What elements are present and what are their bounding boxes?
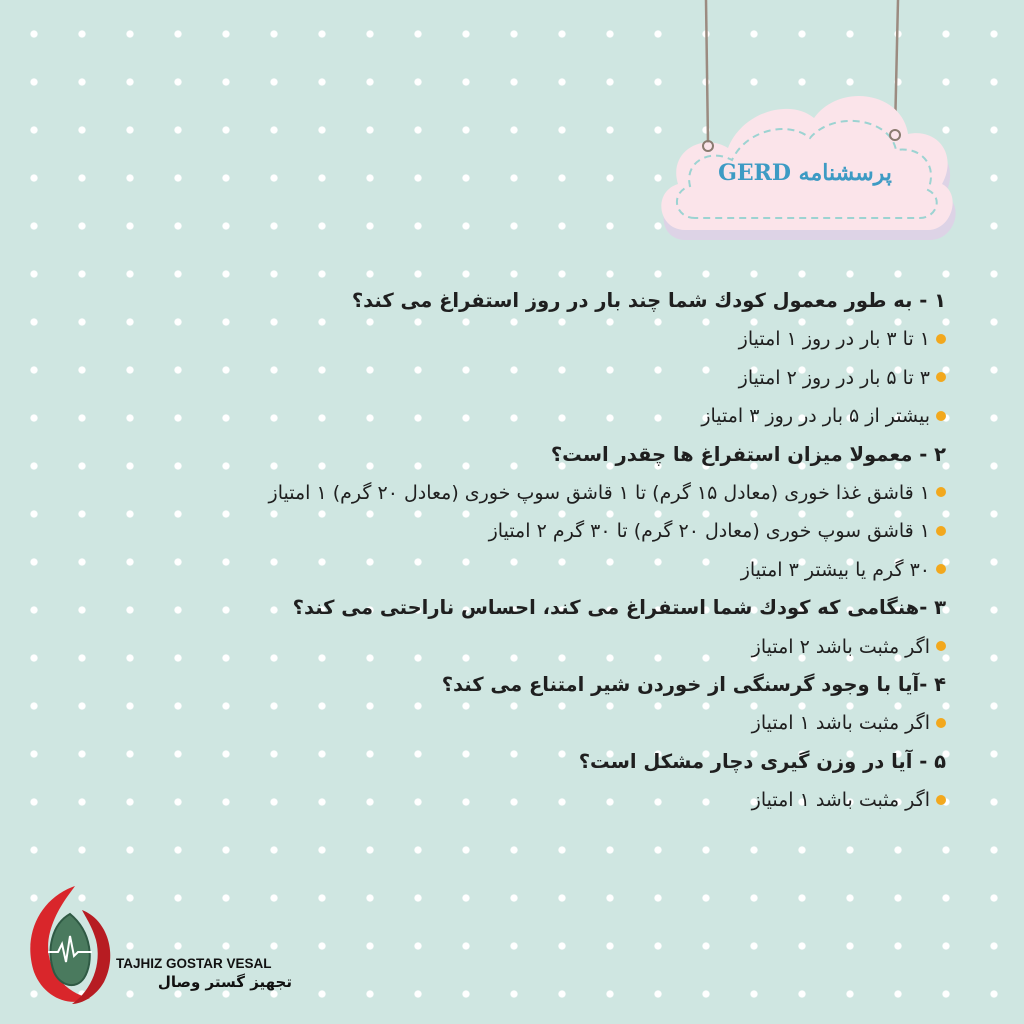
question-4: ۴ -آیا با وجود گرسنگی از خوردن شیر امتناع می کند؟ xyxy=(441,672,946,696)
bullet-icon xyxy=(936,334,946,344)
answer-2-2: ۱ قاشق سوپ خوری (معادل ۲۰ گرم) تا ۳۰ گرم ۲ امتیاز xyxy=(86,512,946,550)
bullet-icon xyxy=(936,641,946,651)
answer-2-3: ۳۰ گرم یا بیشتر ۳ امتیاز xyxy=(86,551,946,589)
heart-ecg-logo-icon xyxy=(20,880,120,1010)
question-3: ۳ -هنگامی که کودك شما استفراغ می کند، احساس ناراحتی می کند؟ xyxy=(292,596,946,620)
answer-5-1: اگر مثبت باشد ۱ امتیاز xyxy=(86,781,946,819)
bullet-icon xyxy=(936,718,946,728)
company-logo xyxy=(20,880,290,1010)
bullet-icon xyxy=(936,372,946,382)
logo-name-en: TAJHIZ GOSTAR VESAL xyxy=(116,956,272,971)
answer-1-2: ۳ تا ۵ بار در روز ۲ امتیاز xyxy=(86,359,946,397)
bullet-icon xyxy=(936,795,946,805)
answer-2-1: ۱ قاشق غذا خوری (معادل ۱۵ گرم) تا ۱ قاشق سوپ خوری (معادل ۲۰ گرم) ۱ امتیاز xyxy=(86,474,946,512)
page-title: پرسشنامه GERD xyxy=(718,160,892,186)
question-2: ۲ - معمولا میزان استفراغ ها چقدر است؟ xyxy=(550,442,946,466)
bullet-icon xyxy=(936,526,946,536)
question-5: ۵ - آیا در وزن گیری دچار مشکل است؟ xyxy=(578,749,946,773)
bullet-icon xyxy=(936,487,946,497)
bullet-icon xyxy=(936,411,946,421)
questionnaire xyxy=(86,282,946,819)
answer-3-1: اگر مثبت باشد ۲ امتیاز xyxy=(86,628,946,666)
answer-1-3: بیشتر از ۵ بار در روز ۳ امتیاز xyxy=(86,397,946,435)
answer-1-1: ۱ تا ۳ بار در روز ۱ امتیاز xyxy=(86,320,946,358)
bullet-icon xyxy=(936,564,946,574)
answer-4-1: اگر مثبت باشد ۱ امتیاز xyxy=(86,704,946,742)
cloud-sign-icon xyxy=(640,0,970,260)
logo-name-fa: تجهیز گستر وصال xyxy=(157,973,292,991)
question-1: ۱ - به طور معمول کودك شما چند بار در روز استفراغ می کند؟ xyxy=(351,289,946,312)
hanging-sign xyxy=(640,0,970,260)
